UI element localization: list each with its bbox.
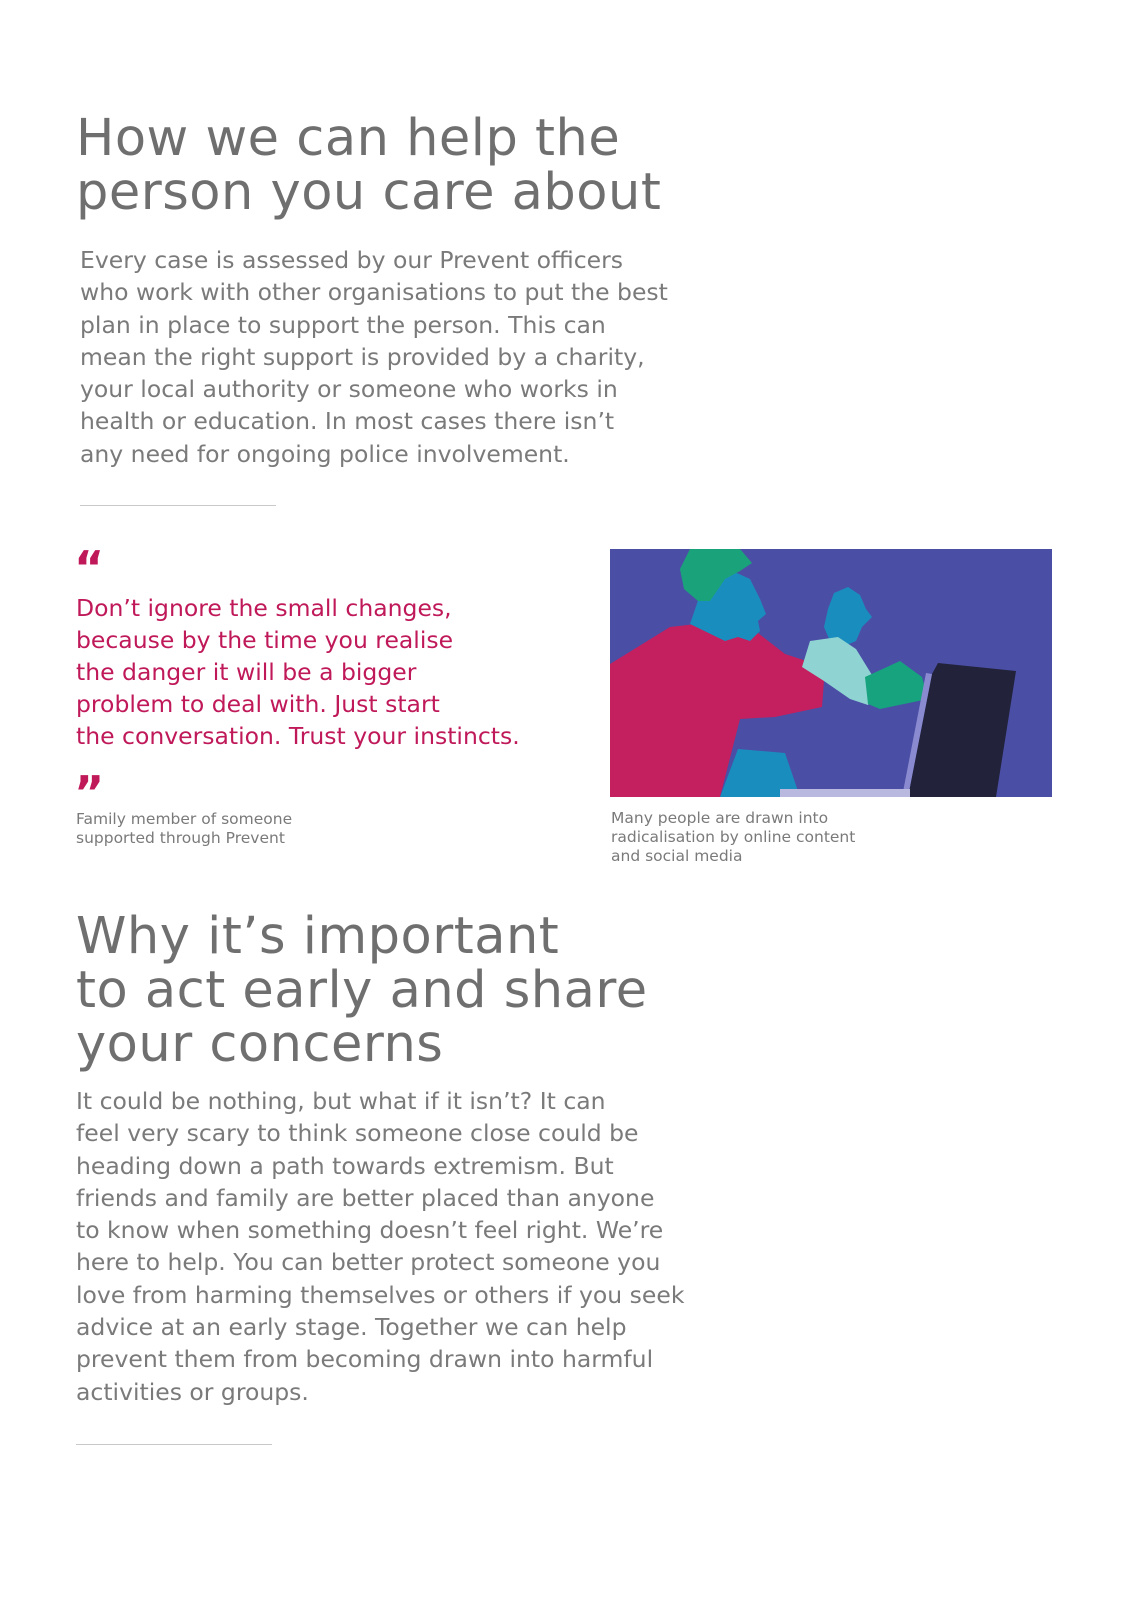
close-quote-icon: ”	[74, 766, 105, 820]
open-quote-icon: “	[74, 541, 105, 595]
section2-body: It could be nothing, but what if it isn’t? It can feel very scary to think someone close could be heading down a path towards extremism. But friends and family are better placed than anyone to know when something doesn’t feel right. We’re here to help. You can better protect someone you love from harming themselves or others if you seek advice at an early stage. Together we can help prevent them from becoming drawn into harmful activities or groups.	[76, 1087, 685, 1406]
section1-body: Every case is assessed by our Prevent officers who work with other organisations to put the best plan in place to support the person. This can mean the right support is provided by a charity, your local authority or someone who works in health or education. In most cases there isn’t any need for ongoing police involvement.	[80, 246, 668, 468]
section1-heading: How we can help the person you care about	[76, 109, 662, 222]
section1-divider	[80, 505, 276, 506]
pull-quote: Don’t ignore the small changes, because by the time you realise the danger it will be a bigger problem to deal with. Just start the conversation. Trust your instincts.	[76, 594, 520, 750]
section2-heading: Why it’s important to act early and share your concerns	[76, 907, 648, 1074]
quote-attribution: Family member of someone supported through Prevent	[76, 810, 293, 847]
laptop-radicalisation-illustration	[610, 549, 1052, 797]
laptop-base	[780, 789, 910, 797]
illustration-caption: Many people are drawn into radicalisation by online content and social media	[611, 809, 856, 865]
section2-divider	[76, 1444, 272, 1445]
